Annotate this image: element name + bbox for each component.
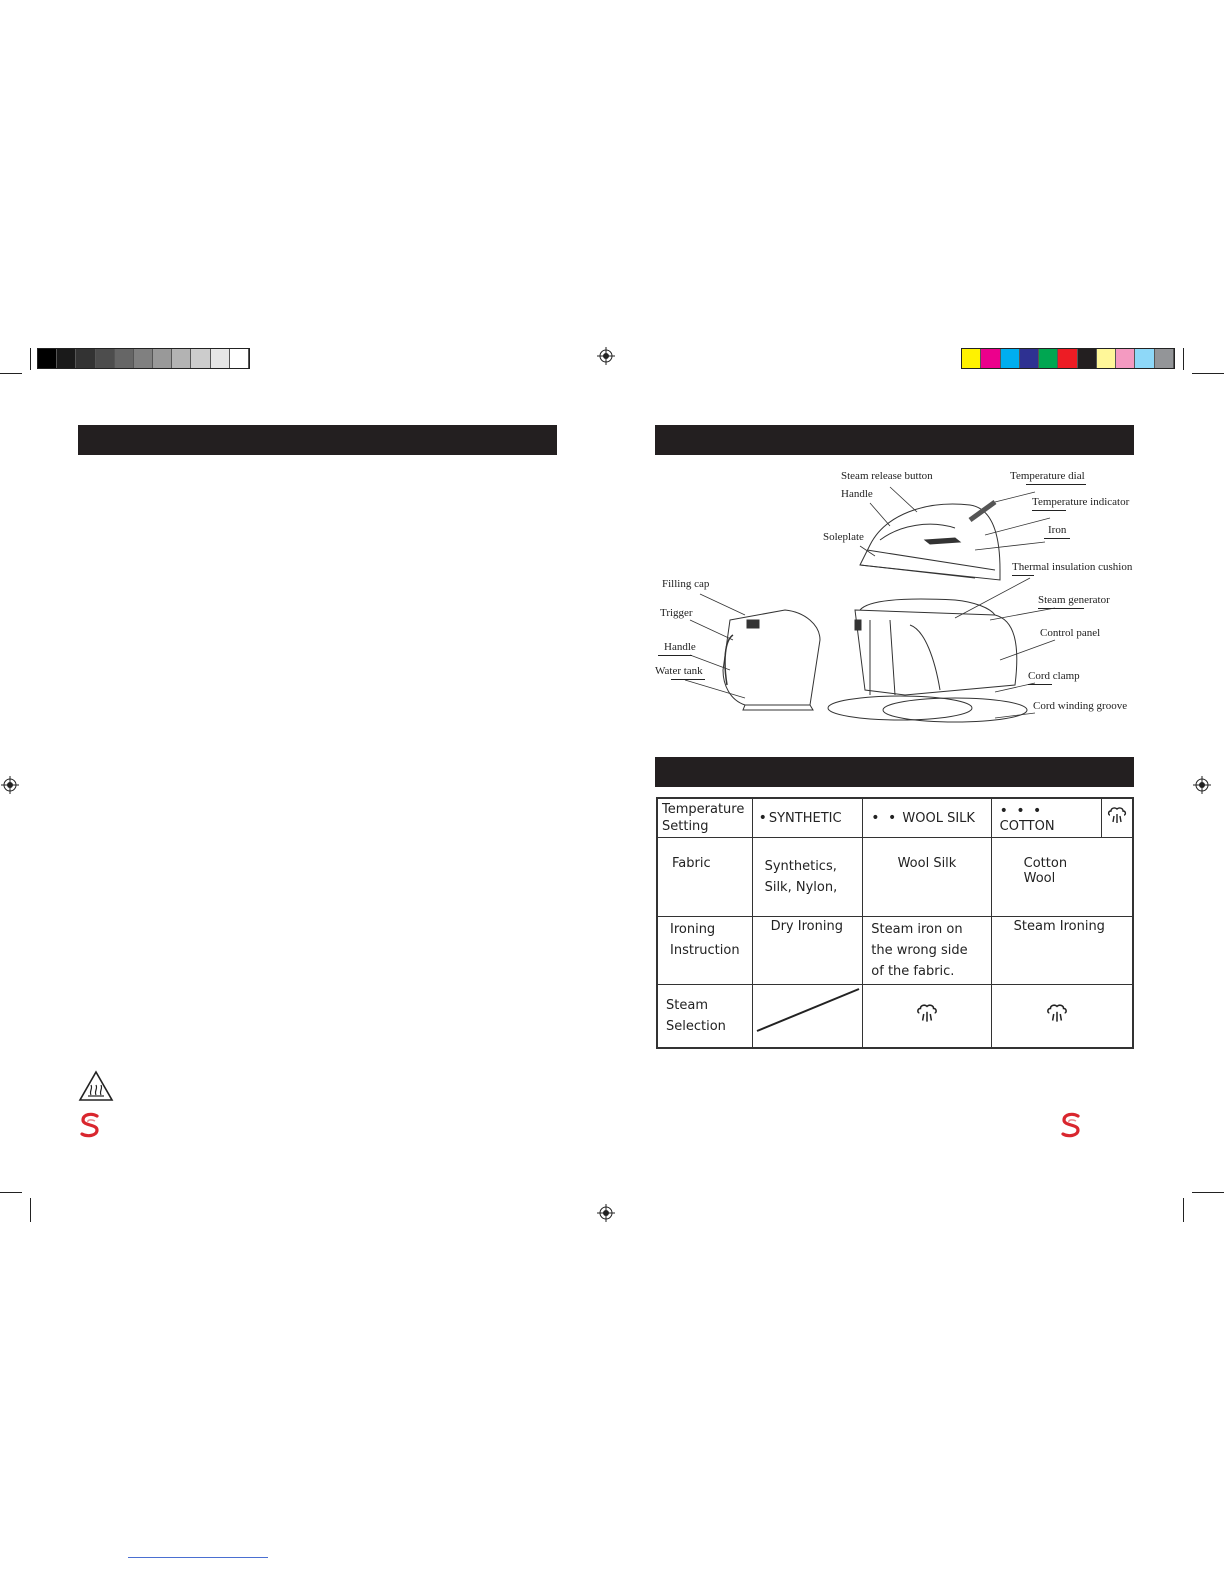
table-cell: Steam iron on the wrong side of the fabric. — [863, 917, 991, 985]
table-cell — [991, 985, 1133, 1049]
crop-mark — [0, 373, 22, 374]
gray-swatch — [57, 349, 76, 368]
table-cell — [863, 985, 991, 1049]
table-cell: Dry Ironing — [752, 917, 863, 985]
label-temperature-dial: Temperature dial — [1010, 470, 1085, 482]
label-soleplate: Soleplate — [823, 531, 864, 543]
label-temperature-indicator: Temperature indicator — [1032, 496, 1129, 508]
label-trigger: Trigger — [660, 607, 693, 619]
steam-icon — [1045, 1002, 1069, 1026]
color-swatch — [1135, 349, 1154, 368]
gray-swatch — [211, 349, 230, 368]
color-swatch — [1078, 349, 1097, 368]
link-underline — [128, 1557, 268, 1558]
color-swatch — [1155, 349, 1174, 368]
gray-swatch — [230, 349, 249, 368]
table-row — [657, 838, 1133, 917]
brand-logo-icon — [78, 1112, 102, 1138]
gray-swatch — [115, 349, 134, 368]
registration-mark-icon — [1193, 776, 1211, 794]
gray-swatch — [38, 349, 57, 368]
table-cell: Synthetics, Silk, Nylon, — [752, 838, 863, 917]
registration-mark-icon — [597, 347, 615, 365]
table-row-header: Fabric — [657, 838, 752, 917]
column-header-wool-silk: • • WOOL SILK — [863, 798, 991, 838]
label-steam-generator: Steam generator — [1038, 594, 1110, 606]
color-swatch — [962, 349, 981, 368]
gray-swatch — [134, 349, 153, 368]
table-cell: Cotton Wool — [991, 838, 1133, 917]
gray-swatch — [76, 349, 95, 368]
label-cord-clamp: Cord clamp — [1028, 670, 1080, 682]
color-swatch — [981, 349, 1000, 368]
temperature-settings-table — [656, 797, 1134, 1049]
color-swatch — [1058, 349, 1077, 368]
steam-generator-illustration — [828, 599, 1027, 722]
registration-mark-icon — [597, 1204, 615, 1222]
table-row — [657, 985, 1133, 1049]
parts-section-header-bar — [655, 425, 1134, 455]
diagonal-slash — [753, 985, 861, 1035]
steam-icon — [1106, 805, 1128, 827]
label-cord-winding-groove: Cord winding groove — [1033, 700, 1128, 712]
left-section-header-bar — [78, 425, 557, 455]
brand-logo-icon — [1059, 1112, 1083, 1138]
table-row-header: Temperature Setting — [657, 798, 752, 838]
label-thermal-insulation-cushion: Thermal insulation cushion — [1012, 561, 1132, 573]
label-handle-tank: Handle — [664, 641, 696, 653]
table-row-header: Ironing Instruction — [657, 917, 752, 985]
table-cell: Wool Silk — [863, 838, 991, 917]
crop-mark — [1183, 1198, 1184, 1222]
color-swatch — [1097, 349, 1116, 368]
crop-mark — [30, 348, 31, 370]
label-control-panel: Control panel — [1040, 627, 1101, 639]
table-cell-no-steam — [752, 985, 863, 1049]
temperature-section-header-bar — [655, 757, 1134, 787]
iron-illustration — [860, 502, 1000, 580]
color-swatch — [1001, 349, 1020, 368]
column-header-cotton: • • • COTTON — [991, 798, 1101, 838]
column-header-synthetic: •SYNTHETIC — [752, 798, 863, 838]
crop-mark — [0, 1192, 22, 1193]
color-swatch — [1039, 349, 1058, 368]
water-tank-illustration — [723, 610, 820, 710]
column-header-steam — [1101, 798, 1133, 838]
label-filling-cap: Filling cap — [662, 578, 710, 590]
color-swatch — [1020, 349, 1039, 368]
gray-swatch — [96, 349, 115, 368]
crop-mark — [1192, 373, 1224, 374]
table-row — [657, 798, 1133, 838]
registration-mark-icon — [1, 776, 19, 794]
gray-swatch — [172, 349, 191, 368]
table-row — [657, 917, 1133, 985]
crop-mark — [1192, 1192, 1224, 1193]
steam-icon — [915, 1002, 939, 1026]
label-handle-iron: Handle — [841, 488, 873, 500]
table-row-header: Steam Selection — [657, 985, 752, 1049]
label-steam-release-button: Steam release button — [841, 470, 933, 482]
gray-swatch — [153, 349, 172, 368]
hot-surface-warning-icon — [78, 1070, 114, 1102]
gray-swatch — [191, 349, 210, 368]
label-iron: Iron — [1048, 524, 1066, 536]
table-cell: Steam Ironing — [991, 917, 1133, 985]
crop-mark — [1183, 348, 1184, 370]
crop-mark — [30, 1198, 31, 1222]
label-water-tank: Water tank — [655, 665, 703, 677]
color-swatch — [1116, 349, 1135, 368]
